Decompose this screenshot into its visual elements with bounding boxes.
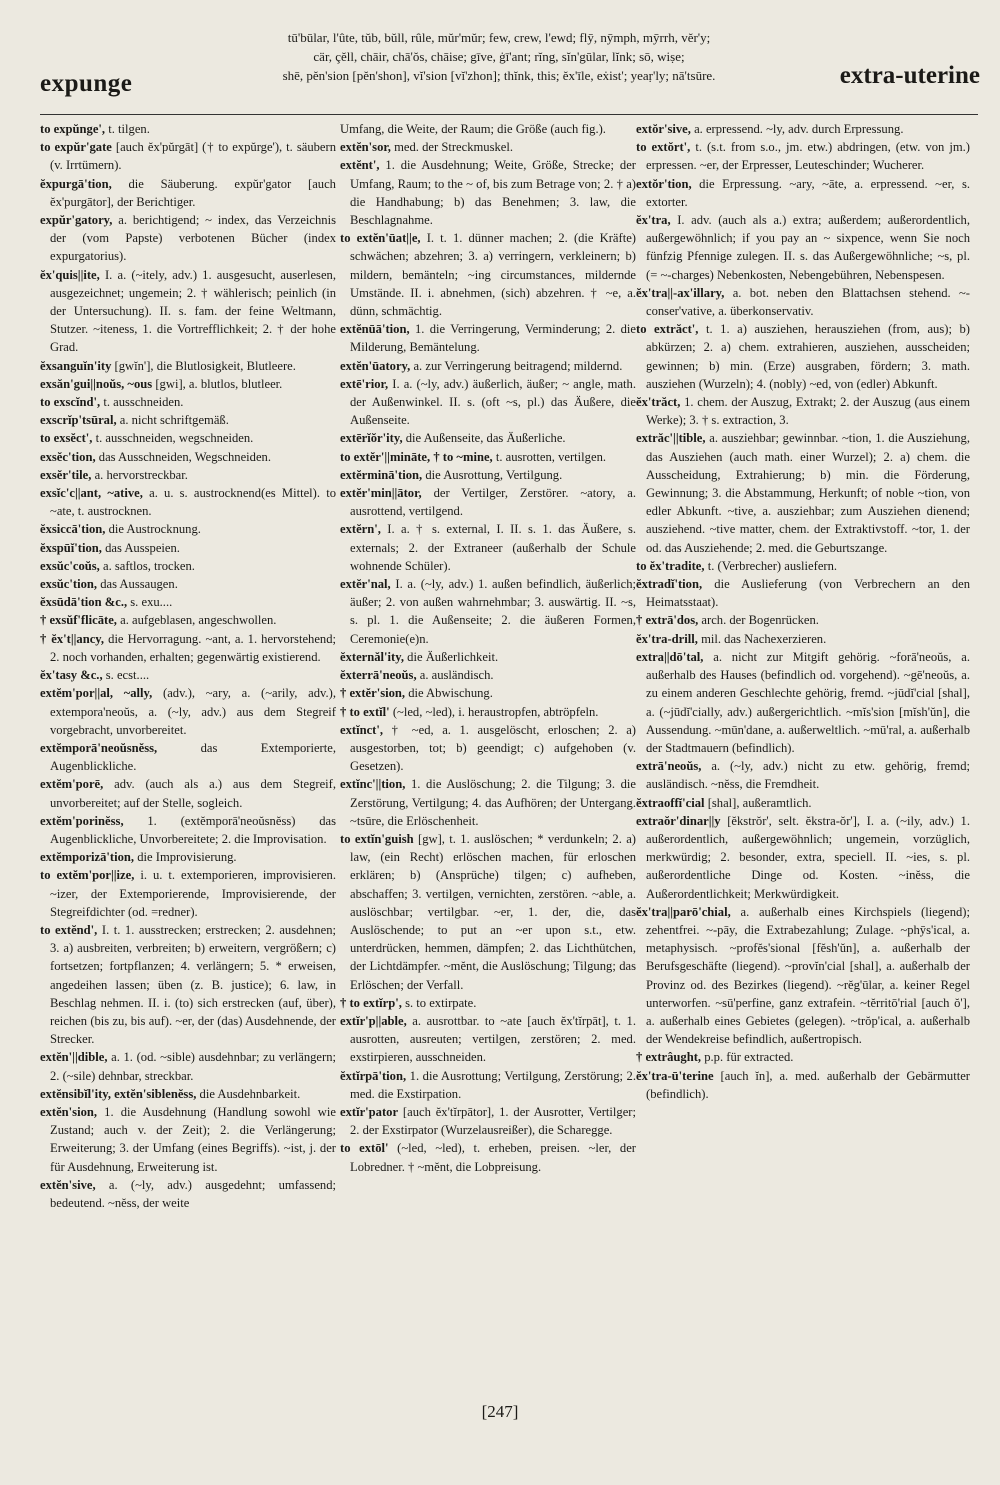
dictionary-entry [40, 448, 336, 466]
dictionary-entry [340, 1067, 636, 1103]
entry-headword: extē'rior, [340, 376, 389, 391]
dictionary-entry [40, 630, 336, 666]
entry-headword: extĕm'porinĕss, [40, 813, 124, 828]
dictionary-entry [340, 357, 636, 375]
pronunciation-key [204, 28, 794, 85]
dictionary-entry [636, 1067, 970, 1103]
entry-definition: s. ecst.... [105, 668, 150, 683]
dictionary-entry [40, 921, 336, 1048]
entry-definition: a. u. s. austrocknend(es Mittel). to ~ate, t. austrocknen. [50, 486, 336, 519]
entry-definition: t. tilgen. [108, 122, 150, 136]
dictionary-entry [636, 320, 970, 393]
entry-headword: extĕm'por||al, ~ally, [40, 686, 153, 701]
entry-headword: extērĭŏr'ity, [340, 431, 403, 446]
entry-headword: ĕx'quis||ite, [40, 267, 100, 282]
entry-definition: t. (s.t. from s.o., jm. etw.) abdringen, (etw. von jm.) erpressen. ~er, der Erpresser, Leuteschinder; Wucherer. [646, 140, 970, 173]
entry-headword: extĕn'sion, [40, 1104, 98, 1119]
entry-definition: das Aussaugen. [100, 577, 178, 592]
dictionary-entry [40, 1085, 336, 1103]
dictionary-entry [340, 520, 636, 575]
dictionary-entry [636, 611, 970, 629]
entry-definition: 1. die Ausdehnung; Weite, Größe, Strecke; der Umfang, Raum; to the ~ of, bis zum Betrage von; 2. † a) die Handhabung; b) das Benehmen; 3. law, die Beschlagnahme. [350, 158, 636, 228]
dictionary-entry [636, 648, 970, 757]
entry-definition: I. a. † s. external, I. II. s. 1. das Äußere, s. externals; 2. der Extraneer (außerhalb der Schule wohnende Schüler). [350, 522, 636, 573]
dictionary-entry [340, 466, 636, 484]
entry-headword: ĕxtradĭ'tion, [636, 577, 703, 592]
entry-definition: a. hervorstreckbar. [94, 467, 188, 482]
entry-headword: to extrăct', [636, 322, 699, 337]
header-rule [40, 114, 978, 115]
dictionary-entry [40, 211, 336, 266]
entry-headword: exsĭc'c||ant, ~ative, [40, 486, 143, 501]
entry-headword: extĭnc'||tion, [340, 777, 406, 792]
entry-headword: ĕx'tasy &c., [40, 668, 103, 683]
entry-headword: extĕnt', [340, 158, 380, 173]
entry-definition: I. a. (~ly, adv.) 1. außen befindlich, äußerlich; äußer; 2. von außen wahrnehmbar; 3. auswärtig. II. ~s, s. pl. 1. die Außenseite; 2. die äußeren Formen, Ceremonie(e)n. [350, 577, 636, 646]
entry-definition: 1. die Verringerung, Verminderung; 2. die Milderung, Bemäntelung. [350, 322, 636, 355]
entry-definition: 1. die Ausrottung; Vertilgung, Zerstörung; 2. med. die Exstirpation. [350, 1068, 636, 1101]
dictionary-entry [40, 266, 336, 357]
entry-definition: t. (Verbrecher) ausliefern. [707, 558, 838, 573]
entry-definition: das Extemporierte, Augenblickliche. [50, 740, 336, 774]
right-guide-word: extra-uterine [839, 62, 980, 89]
dictionary-entry [340, 775, 636, 830]
entry-definition: a. ausziehbar; gewinnbar. ~tion, 1. die Ausziehung, das Ausziehen (auch math. einer Wurzel); 2. a) chem. die Ausscheidung, Extrahierung; b) min. die Förderung, Gewinnung; 3. die Abstammung, Herkunft; of noble ~tion, von edler Abkunft. ~tive, a. ausziehbar; zum Ausziehen dienend; ausziehend. ~tive matter, chem. der Extraktivstoff. ~tor, 1. der od. das Ausziehende; 2. med. die Geburtszange. [646, 431, 970, 555]
dictionary-entry [636, 138, 970, 174]
entry-definition: a. bot. neben den Blattachsen stehend. ~-conser'vative, a. überkonservativ. [646, 285, 970, 319]
entry-headword: to extōl' [340, 1141, 389, 1156]
pronunciation-key-line: cär, çĕll, chāir, chā'ŏs, chāise; gīve, ġī'ant; rĭng, sĭn'gūlar, lĭnk; sō, wiṣe; [313, 49, 685, 64]
dictionary-column-1 [40, 120, 336, 1212]
dictionary-entry [340, 684, 636, 702]
left-guide-word: expunge [40, 70, 133, 97]
entry-definition: die Austrocknung. [108, 522, 201, 537]
dictionary-entry [636, 630, 970, 648]
entry-definition: med. der Streckmuskel. [394, 140, 514, 155]
entry-definition: a. nicht zur Mitgift gehörig. ~forā'neoŭs, a. außerhalb des Hauses (befindlich od. vorgehend). ~gē'neoŭs, a. zu einem anderen Geschlechte gehörig, fremd. ~jūdĭ'cial [shal], a. (~jūdĭ'cially, adv.) außergerichtlich. ~mĭs'sion [mĭsh'ŭn], die Aussendung. ~mūn'dane, a. außerweltlich. ~mū'ral, a. außerhalb der Stadtmauern (befindlich). [646, 649, 970, 755]
dictionary-entry [40, 375, 336, 393]
dictionary-entry [40, 866, 336, 921]
entry-definition: i. u. t. extemporieren, improvisieren. ~izer, der Extemporierende, Improvisierende, der Stegreifdichter (od. =redner). [50, 868, 336, 919]
entry-headword: to extĕr'||mināte, † to ~mine, [340, 449, 493, 464]
entry-headword: to extŏrt', [636, 140, 691, 155]
entry-headword: to exsĕct', [40, 431, 93, 446]
dictionary-entry [40, 1048, 336, 1084]
dictionary-entry [340, 320, 636, 356]
entry-headword: extĕr'nal, [340, 577, 391, 592]
page-number: [247] [481, 1402, 519, 1421]
dictionary-entry [40, 520, 336, 538]
entry-definition: die Ausdehnbarkeit. [199, 1086, 301, 1101]
dictionary-entry [340, 429, 636, 447]
entry-definition: a. 1. (od. ~sible) ausdehnbar; zu verlängern; 2. (~sile) dehnbar, streckbar. [50, 1050, 336, 1083]
entry-definition: [auch ĕx'pŭrgāt] († to expŭrge'), t. säubern (v. Irrtümern). [50, 140, 336, 173]
entry-headword: to expŭr'gate [40, 140, 112, 155]
entry-headword: exscrĭp'tsūral, [40, 413, 117, 428]
dictionary-entry [340, 375, 636, 430]
dictionary-entry [40, 775, 336, 811]
dictionary-entry [340, 448, 636, 466]
dictionary-entry [636, 120, 970, 138]
entry-definition: a. (~ly, adv.) nicht zu etw. gehörig, fremd; ausländisch. ~nĕss, die Fremdheit. [646, 759, 970, 792]
dictionary-entry [40, 1176, 336, 1212]
entry-headword: extĕn'ūatory, [340, 358, 411, 373]
dictionary-entry [340, 156, 636, 229]
entry-definition: Umfang, die Weite, der Raum; die Größe (auch fig.). [340, 122, 606, 136]
entry-headword: extĕnsibĭl'ity, extĕn'siblenĕss, [40, 1086, 197, 1101]
entry-definition: a. zur Verringerung beitragend; mildernd. [413, 358, 623, 373]
dictionary-entry [636, 794, 970, 812]
dictionary-entry [340, 484, 636, 520]
entry-definition: p.p. für extracted. [704, 1050, 794, 1065]
entry-definition: † ~ed, a. 1. ausgelöscht, erloschen; 2. a) ausgestorben, tot; b) geendigt; c) aufgehoben (v. Gesetzen). [350, 722, 636, 774]
dictionary-entry [340, 1139, 636, 1175]
entry-headword: extĕrminā'tion, [340, 467, 423, 482]
entry-definition: a. außerhalb eines Kirchspiels (liegend); zehentfrei. ~-pāy, die Extrabezahlung; Zulage. ~phȳs'ical, a. metaphysisch. ~profĕs'sional [fĕsh'ŭn], a. außerhalb der Berufsgeschäfte (liegend). ~provĭn'cial [shal], a. außerhalb der Provinz od. des Bezirkes (liegend). ~rĕg'ūlar, a. keiner Regel unterworfen. ~sū'perfine, ganz extrafein. ~tĕrritō'rial [auch ŏ'], a. außerhalb eines Gebietes (gelegen). ~trŏp'ical, a. außerhalb der Wendekreise befindlich, außertropisch. [646, 904, 970, 1047]
entry-definition: [ĕkstrŏr', selt. ĕkstra-ŏr'], I. a. (~ily, adv.) 1. außerordentlich, außergewöhnlich; ungemein, vorzüglich, merkwürdig; 2. besonder, extra, speciell. II. ~ies, s. pl. außerordentliche Dinge od. Kosten. ~inĕss, die Außerordentlichkeit; Merkwürdigkeit. [646, 813, 970, 901]
entry-headword: extĕm'porē, [40, 777, 104, 792]
entry-headword: ĕx'tra-ū'terine [636, 1068, 714, 1083]
entry-definition: die Hervorragung. ~ant, a. 1. hervorstehend; 2. noch vorhanden, erhalten; gegenwärtig existierend. [50, 631, 337, 664]
dictionary-entry [40, 557, 336, 575]
entry-headword: extrăc'||tible, [636, 431, 706, 446]
entry-definition: t. ausschneiden. [103, 395, 184, 410]
entry-definition: a. ausländisch. [419, 668, 494, 683]
dictionary-entry [636, 757, 970, 793]
entry-headword: ĕxtĭrpā'tion, [340, 1068, 407, 1083]
entry-headword: ĕxsūdā'tion &c., [40, 595, 128, 610]
entry-definition: I. a. (~itely, adv.) 1. ausgesucht, auserlesen, ausgezeichnet; ungemein; 2. † wählerisch; peinlich (in der Untersuchung). II. s. fam. der feine Weltmann, Stutzer. ~iteness, 1. die Vortrefflichkeit; 2. † der hohe Grad. [50, 267, 336, 355]
entry-definition: a. berichtigend; ~ index, das Verzeichnis der (vom Papste) verbotenen Bücher (index expurgatorius). [50, 213, 336, 264]
entry-definition: adv. (auch als a.) aus dem Stegreif, unvorbereitet; auf der Stelle, sogleich. [50, 777, 337, 810]
entry-definition: a. nicht schriftgemäß. [119, 413, 229, 428]
entry-definition: die Auslieferung (von Verbrechern an den Heimatsstaat). [646, 577, 970, 610]
entry-definition: mil. das Nachexerzieren. [701, 631, 827, 646]
entry-definition: a. erpressend. ~ly, adv. durch Erpressung. [694, 122, 904, 136]
dictionary-entry [636, 211, 970, 284]
entry-definition: die Improvisierung. [137, 850, 237, 865]
dictionary-entry [340, 648, 636, 666]
dictionary-column-3 [636, 120, 970, 1103]
dictionary-entry [340, 666, 636, 684]
entry-definition: (adv.), ~ary, a. (~arily, adv.), extempora'neoŭs, a. (~ly, adv.) aus dem Stegreif vorgebracht, unvorbereitet. [50, 686, 336, 737]
dictionary-entry [340, 138, 636, 156]
dictionary-entry [636, 812, 970, 903]
entry-definition: die Äußerlichkeit. [407, 649, 499, 664]
dictionary-entry [40, 429, 336, 447]
entry-headword: extĭnct', [340, 722, 384, 737]
entry-definition: a. aufgeblasen, angeschwollen. [120, 613, 277, 628]
dictionary-entry [40, 611, 336, 629]
entry-definition: [shal], außeramtlich. [707, 795, 812, 810]
pronunciation-key-line: shē, pĕn'sion [pĕn'shon], vĭ'sion [vĭ'zhon]; thĭnk, this; ĕx'īle, eẋist'; yeaṛ'ly; nā'tsūre. [282, 68, 716, 83]
entry-definition: 1. (extĕmporā'neoŭsnĕss) das Augenblickliche, Unvorbereitete; 2. die Improvisation. [50, 813, 336, 846]
entry-definition: [gwĭn'], die Blutlosigkeit, Blutleere. [114, 358, 296, 373]
entry-definition: die Außenseite, das Äußerliche. [405, 431, 566, 446]
entry-headword: ĕx'tra||parō'chial, [636, 904, 731, 919]
entry-definition: die Säuberung. expŭr'gator [auch ĕx'purgātor], der Berichtiger. [50, 176, 336, 209]
entry-definition: [gw], t. 1. auslöschen; * verdunkeln; 2. a) law, (ein Recht) erlöschen machen, für erloschen erklären; b) (Ansprüche) tilgen; c) aufheben, abschaffen; 3. vertilgen, vernichten, zerstören. ~able, a. auslöschbar; vertilgbar. ~er, 1. der, die, das Auslöschende; to put an ~er upon s.t., etw. unterdrücken, hemmen, dämpfen; 2. das Lichthütchen, der Lichtdämpfer. ~mĕnt, die Auslöschung; Tilgung; das Erlöschen; der Verfall. [350, 831, 636, 992]
entry-definition: a. ausrottbar. to ~ate [auch ĕx'tĭrpāt], t. 1. ausrotten, ausreuten; vertilgen, zerstören; 2. med. exstirpieren, ausschneiden. [350, 1013, 636, 1065]
entry-headword: exsĕr'tile, [40, 467, 92, 482]
entry-definition: 1. chem. der Auszug, Extrakt; 2. der Auszug (aus einem Werke); 3. † s. extraction, 3. [646, 395, 970, 428]
entry-headword: extĕn'sive, [40, 1177, 96, 1192]
entry-headword: extĕmporā'neoŭsnĕss, [40, 740, 158, 755]
entry-headword: extĭr'p||able, [340, 1013, 407, 1028]
entry-headword: ĕx'tra||-ax'illary, [636, 285, 725, 300]
entry-headword: extŏr'sive, [636, 122, 691, 136]
entry-headword: extŏr'tion, [636, 176, 692, 191]
entry-definition: arch. der Bogenrücken. [701, 613, 819, 628]
dictionary-entry [40, 1103, 336, 1176]
entry-definition: s. exu.... [130, 595, 173, 610]
entry-definition: (~led, ~led), i. heraustropfen, abtröpfeln. [392, 704, 599, 719]
dictionary-entry [340, 1012, 636, 1067]
entry-definition: [auch ĕx'tĭrpātor], 1. der Ausrotter, Vertilger; 2. der Exstirpator (Wurzelausreißer), die Scharegge. [350, 1104, 636, 1138]
entry-definition: [auch ĭn], a. med. außerhalb der Gebärmutter (befindlich). [646, 1068, 970, 1101]
entry-headword: extĕnūā'tion, [340, 322, 410, 337]
entry-headword: † to extĭl' [340, 704, 390, 719]
dictionary-entry [636, 575, 970, 611]
entry-definition: s. to extirpate. [405, 995, 477, 1010]
dictionary-entry [40, 484, 336, 520]
dictionary-entry [636, 429, 970, 556]
dictionary-entry [340, 830, 636, 994]
dictionary-entry [636, 903, 970, 1049]
entry-definition: I. adv. (auch als a.) extra; außerdem; außerordentlich, außergewöhnlich; if you pay an ~ sixpence, wenn Sie noch fünfzig Pfennige zulegen. II. s. das Außergewöhnliche; ~s, pl. (= ~-charges) Nebenkosten, Nebengebühren, Nebenspesen. [646, 213, 970, 282]
dictionary-entry [636, 284, 970, 320]
entry-definition: I. t. 1. dünner machen; 2. (die Kräfte) schwächen; abzehren; 3. a) verringern, verkleinern; b) mildern, bemänteln; ~ing circumstances, mildernde Umstände. II. i. abnehmen, (sich) abzehren. † ~e, a. dünn, schmächtig. [350, 231, 637, 319]
entry-headword: ĕxsiccā'tion, [40, 522, 106, 537]
dictionary-entry [40, 393, 336, 411]
dictionary-entry [40, 593, 336, 611]
dictionary-entry [340, 703, 636, 721]
dictionary-entry [340, 721, 636, 776]
entry-definition: 1. die Ausdehnung (Handlung sowohl wie Zustand; auch v. der Zeit); 2. die Verlängerung; Erweiterung; 3. der Umfang (eines Begriffs). ~ist, j. der für Ausdehnung, Erweiterung ist. [50, 1104, 336, 1174]
entry-definition: die Abwischung. [408, 686, 493, 701]
entry-headword: exsăn'gui||noŭs, ~ous [40, 376, 153, 391]
dictionary-entry [636, 1048, 970, 1066]
entry-headword: ĕx'tra, [636, 213, 671, 228]
dictionary-entry [40, 684, 336, 739]
entry-definition: t. ausrotten, vertilgen. [495, 449, 607, 464]
entry-headword: to extĕm'por||ize, [40, 868, 135, 883]
entry-definition: (~led, ~led), t. erheben, preisen. ~ler, der Lobredner. † ~mĕnt, die Lobpreisung. [350, 1141, 636, 1174]
dictionary-column-2 [340, 120, 636, 1176]
entry-headword: extĕrn', [340, 522, 381, 537]
entry-headword: † extĕr'sion, [340, 686, 406, 701]
dictionary-entry [636, 557, 970, 575]
entry-headword: ĕxspūĭ'tion, [40, 540, 102, 555]
dictionary-entry [340, 120, 636, 138]
dictionary-entry [636, 175, 970, 211]
entry-headword: ĕx'tra-drill, [636, 631, 698, 646]
entry-headword: ĕxternăl'ity, [340, 649, 405, 664]
entry-headword: ĕxterrā'neoŭs, [340, 668, 417, 683]
entry-headword: exsĕc'tion, [40, 449, 96, 464]
entry-definition: t. 1. a) ausziehen, herausziehen (from, aus); b) abkürzen; 2. a) chem. extrahieren, ausziehen, ausscheiden; gewinnen; b) min. (Erze) ausgraben, fördern; 3. math. ausziehen (Wurzeln); 4. (nobly) ~ed, von (edler) Abkunft. [646, 322, 970, 391]
dictionary-entry [40, 812, 336, 848]
entry-headword: extĕmporizā'tion, [40, 850, 135, 865]
dictionary-entry [40, 666, 336, 684]
dictionary-entry [40, 411, 336, 429]
entry-headword: exsŭc'tion, [40, 577, 98, 592]
dictionary-entry [40, 539, 336, 557]
entry-headword: † to extĭrp', [340, 995, 402, 1010]
entry-definition: I. t. 1. ausstrecken; erstrecken; 2. ausdehnen; 3. a) ausbreiten, verbreiten; b) erweitern, vergrößern; c) fortsetzen; fortpflanzen; 4. verlängern; 5. * erweisen, angedeihen lassen; üben (z. B. justice); 6. law, in Beschlag nehmen. II. i. (to) sich erstrecken (auf, über), reichen (bis zu, bis auf). ~er, der (das) Ausdehnende, der Strecker. [50, 922, 336, 1047]
entry-headword: expŭr'gatory, [40, 213, 113, 228]
entry-headword: to ĕx'tradite, [636, 558, 705, 573]
entry-definition: das Ausspeien. [105, 540, 180, 555]
entry-definition: t. ausschneiden, wegschneiden. [95, 431, 254, 446]
entry-headword: extĕn'||dible, [40, 1050, 108, 1065]
entry-definition: der Vertilger, Zerstörer. ~atory, a. ausrottend, vertilgend. [350, 486, 636, 519]
entry-headword: extraŏr'dinar||y [636, 813, 721, 828]
dictionary-entry [40, 138, 336, 174]
dictionary-entry [40, 357, 336, 375]
entry-headword: ĕxtraoffĭ'cial [636, 795, 705, 810]
entry-headword: extra||dō'tal, [636, 649, 704, 664]
entry-definition: a. saftlos, trocken. [102, 558, 195, 573]
entry-definition: I. a. (~ly, adv.) äußerlich, äußer; ~ angle, math. der Außenwinkel. II. s. (oft ~s, pl.) das Äußere, die Außenseite. [350, 376, 636, 428]
entry-headword: extĕn'sor, [340, 140, 391, 155]
entry-definition: 1. die Auslöschung; 2. die Tilgung; 3. die Zerstörung, Vertilgung; 4. das Aufhören; der Untergang. ~tsūre, die Erlöschenheit. [350, 777, 636, 828]
entry-headword: to extĕn'ūat||e, [340, 231, 421, 246]
entry-headword: † extrā'dos, [636, 613, 699, 628]
entry-headword: † ĕx't||ancy, [40, 631, 105, 646]
entry-headword: extĭr'pator [340, 1104, 399, 1119]
entry-definition: die Ausrottung, Vertilgung. [425, 467, 563, 482]
dictionary-entry [40, 848, 336, 866]
entry-definition: a. (~ly, adv.) ausgedehnt; umfassend; bedeutend. ~nĕss, der weite [50, 1177, 336, 1210]
dictionary-entry [340, 994, 636, 1012]
dictionary-entry [40, 175, 336, 211]
entry-definition: [gwi], a. blutlos, blutleer. [155, 376, 283, 391]
dictionary-entry [40, 575, 336, 593]
dictionary-entry [40, 739, 336, 775]
entry-definition: die Erpressung. ~ary, ~āte, a. erpressend. ~er, s. extorter. [646, 176, 970, 209]
dictionary-entry [340, 1103, 636, 1139]
dictionary-entry [40, 120, 336, 138]
entry-headword: extĕr'min||ātor, [340, 486, 422, 501]
page-header [30, 22, 980, 112]
dictionary-entry [40, 466, 336, 484]
entry-headword: to expŭnge', [40, 122, 106, 136]
entry-headword: † extrâught, [636, 1050, 702, 1065]
entry-headword: extrā'neoŭs, [636, 759, 702, 774]
entry-headword: exsŭc'coŭs, [40, 558, 100, 573]
entry-headword: ĕx'trăct, [636, 395, 681, 410]
dictionary-entry [340, 575, 636, 648]
entry-headword: ĕxsanguĭn'ity [40, 358, 112, 373]
dictionary-entry [636, 393, 970, 429]
entry-headword: † exsŭf'flicāte, [40, 613, 117, 628]
entry-headword: to exscĭnd', [40, 395, 101, 410]
dictionary-entry [340, 229, 636, 320]
entry-headword: to extĭn'guish [340, 831, 414, 846]
entry-headword: ĕxpurgā'tion, [40, 176, 112, 191]
entry-headword: to extĕnd', [40, 922, 98, 937]
pronunciation-key-line: tū'būlar, l'ûte, tŭb, bŭll, rûle, mŭr'mŭr; few, crew, l'ewd; flȳ, nȳmph, mȳrrh, vĕr'y; [287, 30, 711, 45]
entry-definition: das Ausschneiden, Wegschneiden. [98, 449, 271, 464]
